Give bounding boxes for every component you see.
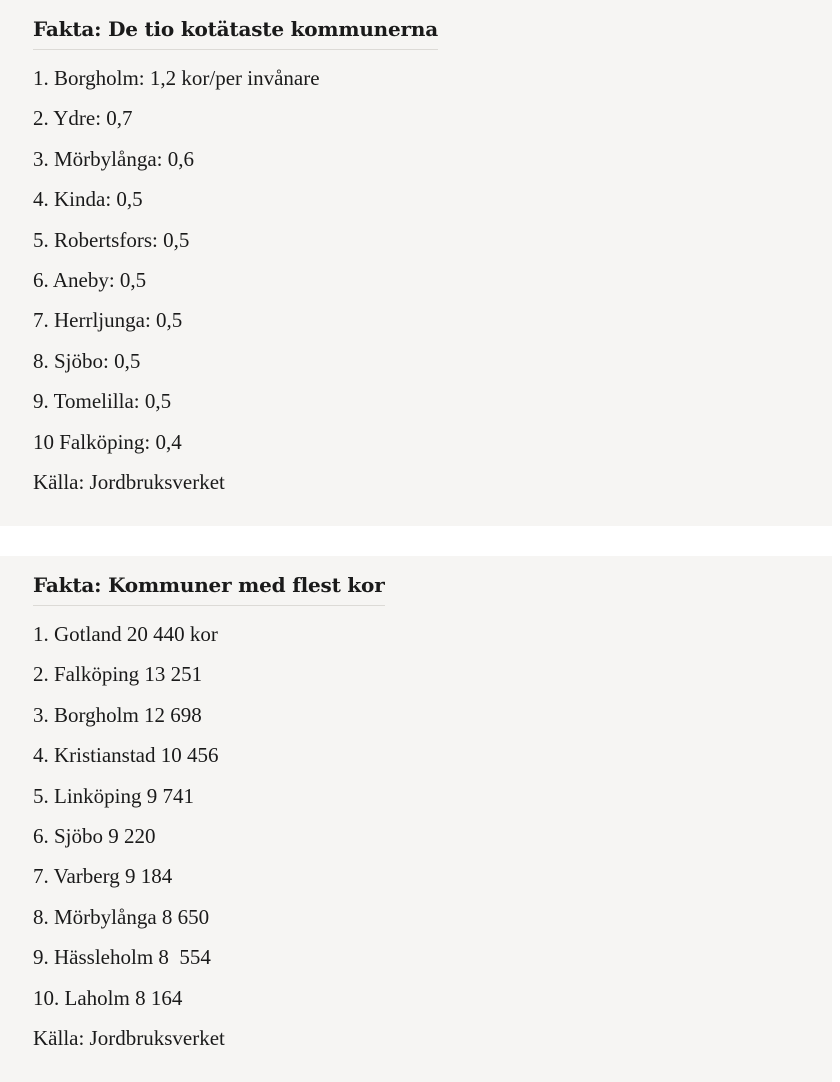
fact-box-title: Fakta: Kommuner med flest kor (33, 573, 385, 606)
fact-list (33, 58, 832, 502)
list-item: 10. Laholm 8 164 (33, 985, 183, 1010)
fact-box-densest-municipalities (0, 0, 832, 526)
list-item: 9. Tomelilla: 0,5 (33, 389, 172, 414)
list-item: 5. Linköping 9 741 (33, 783, 194, 808)
list-item: 1. Borgholm: 1,2 kor/per invånare (33, 66, 320, 90)
fact-box-title: Fakta: De tio kotätaste kommunerna (33, 17, 438, 50)
list-item: 6. Aneby: 0,5 (33, 267, 147, 292)
source-line: Källa: Jordbruksverket (33, 1025, 225, 1050)
list-item: 5. Robertsfors: 0,5 (33, 227, 190, 252)
fact-box-most-cows (0, 556, 832, 1082)
list-item: 10 Falköping: 0,4 (33, 429, 182, 454)
source-line: Källa: Jordbruksverket (33, 469, 225, 494)
list-item: 8. Sjöbo: 0,5 (33, 348, 141, 373)
list-item: 1. Gotland 20 440 kor (33, 622, 218, 646)
list-item: 9. Hässleholm 8 554 (33, 945, 211, 970)
list-item: 4. Kinda: 0,5 (33, 187, 143, 212)
fact-list (33, 614, 832, 1058)
list-item: 8. Mörbylånga 8 650 (33, 904, 210, 929)
list-item: 3. Borgholm 12 698 (33, 702, 202, 727)
list-item: 4. Kristianstad 10 456 (33, 743, 219, 768)
list-item: 6. Sjöbo 9 220 (33, 823, 156, 848)
list-item: 3. Mörbylånga: 0,6 (33, 146, 194, 171)
list-item: 2. Falköping 13 251 (33, 662, 203, 687)
list-item: 2. Ydre: 0,7 (33, 106, 133, 131)
list-item: 7. Varberg 9 184 (33, 864, 173, 889)
list-item: 7. Herrljunga: 0,5 (33, 308, 183, 333)
